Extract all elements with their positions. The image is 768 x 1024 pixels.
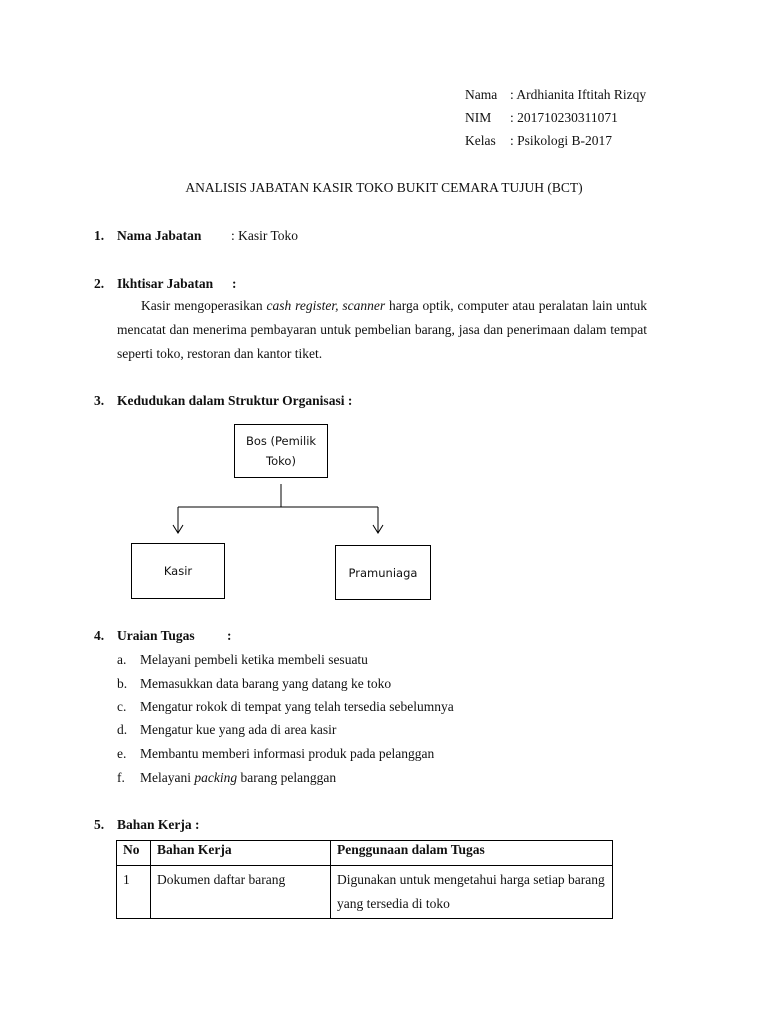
nim-value: : 201710230311071: [510, 110, 618, 125]
table-header-bahan: Bahan Kerja: [151, 841, 331, 866]
table-cell-penggunaan: Digunakan untuk mengetahui harga setiap barang yang tersedia di toko: [331, 866, 613, 919]
paragraph-italic: cash register, scanner: [266, 298, 386, 313]
section-4-colon: :: [227, 628, 232, 643]
table-cell-bahan: Dokumen daftar barang: [151, 866, 331, 919]
task-b-text: Memasukkan data barang yang datang ke toko: [140, 676, 392, 691]
table-header-no: No: [117, 841, 151, 866]
section-5-label: Bahan Kerja :: [117, 817, 200, 832]
task-e-text: Membantu memberi informasi produk pada pelanggan: [140, 746, 435, 761]
class-label: Kelas: [465, 133, 496, 148]
task-b-letter: b.: [117, 676, 128, 691]
name-label: Nama: [465, 87, 498, 102]
section-4-number: 4.: [94, 628, 105, 643]
nim-label: NIM: [465, 110, 492, 125]
table-row: [117, 866, 613, 919]
section-2-number: 2.: [94, 276, 105, 291]
org-child-kasir-label: Kasir: [163, 564, 193, 578]
paragraph-text-2: harga optik, computer atau peralatan lain untuk mencatat dan menerima pembayaran untuk pembelian barang, jasa dan penerimaan dalam tempat seperti toko, restoran dan kantor tiket.: [117, 298, 647, 361]
document-title: ANALISIS JABATAN KASIR TOKO BUKIT CEMARA TUJUH (BCT): [185, 180, 583, 195]
table-header-penggunaan: Penggunaan dalam Tugas: [331, 841, 613, 866]
section-1-value: : Kasir Toko: [231, 228, 299, 243]
task-d-letter: d.: [117, 722, 128, 737]
section-2-colon: :: [232, 276, 237, 291]
task-f-text: [140, 770, 336, 786]
bahan-kerja-table: [116, 840, 613, 919]
org-root-line1: Bos (Pemilik: [245, 434, 317, 448]
task-f-text-italic: packing: [194, 770, 238, 785]
section-3-label: Kedudukan dalam Struktur Organisasi :: [117, 393, 353, 408]
org-child-pramuniaga-label: Pramuniaga: [348, 565, 418, 580]
task-a-letter: a.: [117, 652, 127, 667]
section-4-label: Uraian Tugas: [117, 628, 195, 643]
org-root-line2: Toko): [266, 454, 296, 468]
task-a-text: Melayani pembeli ketika membeli sesuatu: [140, 652, 368, 667]
task-c-letter: c.: [117, 699, 127, 714]
section-5-number: 5.: [94, 817, 105, 832]
task-e-letter: e.: [117, 746, 127, 761]
org-child-kasir: [131, 543, 225, 599]
table-header-row: [117, 841, 613, 866]
table-cell-no: 1: [117, 866, 151, 919]
section-1-number: 1.: [94, 228, 105, 243]
section-1-label: Nama Jabatan: [117, 228, 202, 243]
task-c-text: Mengatur rokok di tempat yang telah tersedia sebelumnya: [140, 699, 454, 714]
class-value: : Psikologi B-2017: [510, 133, 613, 148]
name-value: : Ardhianita Iftitah Rizqy: [510, 87, 647, 102]
section-2-label: Ikhtisar Jabatan: [117, 276, 214, 291]
task-d-text: Mengatur kue yang ada di area kasir: [140, 722, 337, 737]
task-f-letter: f.: [117, 770, 125, 785]
org-child-pramuniaga: [335, 545, 431, 600]
task-f-text-after: barang pelanggan: [237, 770, 337, 785]
task-f-text-before: Melayani: [140, 770, 195, 785]
section-3-number: 3.: [94, 393, 105, 408]
paragraph-text-1: Kasir mengoperasikan: [141, 298, 267, 313]
